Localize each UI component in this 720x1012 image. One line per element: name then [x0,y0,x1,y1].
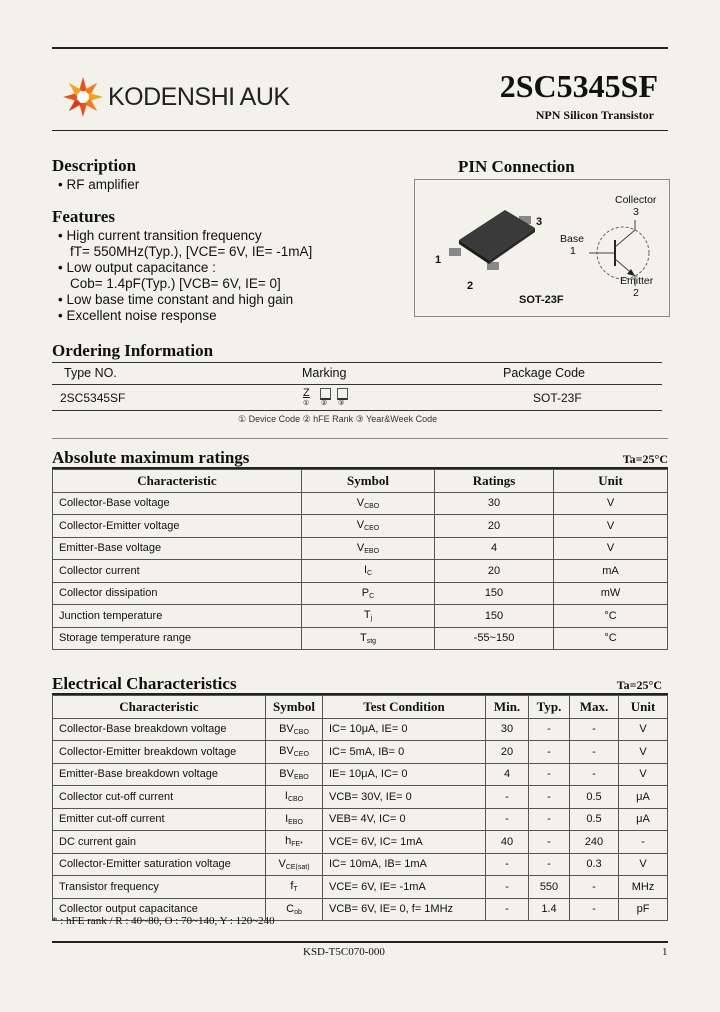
cell-characteristic: Collector-Emitter voltage [53,515,302,538]
cell-characteristic: Collector-Emitter saturation voltage [53,853,266,876]
part-number: 2SC5345SF [499,68,658,104]
feature-detail: fT= 550MHz(Typ.), [VCE= 6V, IE= -1mA] [70,244,313,259]
cell-min: - [486,808,529,831]
logo-text: KODENSHI AUK [108,83,290,111]
feature-text: High current transition frequency [66,228,262,243]
cell-characteristic: Collector cut-off current [53,786,266,809]
table-row [53,763,668,786]
symbol-main: V [278,857,286,870]
cell-min: - [486,786,529,809]
symbol-sub: FE* [291,841,303,849]
emitter-label: Emitter [620,275,654,287]
symbol-sub: ob [294,908,302,916]
cell-characteristic: Junction temperature [53,605,302,628]
symbol-main: T [363,609,371,622]
cell-characteristic: DC current gain [53,831,266,854]
abs-max-table [52,469,668,650]
cell-condition: VCE= 6V, IE= -1mA [323,876,486,899]
cell-rating: 4 [435,537,554,560]
ordering-note: ① Device Code ② hFE Rank ③ Year&Week Code [238,414,438,424]
cell-symbol [266,763,323,786]
cell-unit: °C [554,627,668,650]
electrical-ta: Ta=25°C [616,678,662,692]
cell-max: 0.5 [570,786,619,809]
table-row [53,808,668,831]
marking-char: Z [303,387,310,399]
table-row [53,515,668,538]
cell-symbol [266,808,323,831]
symbol-main: V [356,519,365,532]
symbol-main: BV [279,767,294,780]
cell-typ: - [529,718,570,741]
electrical-table [52,695,668,921]
cell-unit: pF [619,898,668,921]
cell-characteristic: Transistor frequency [53,876,266,899]
cell-symbol [302,582,435,605]
pin-connection-box [414,179,670,317]
cell-symbol [302,627,435,650]
cell-rating: -55~150 [435,627,554,650]
ordering-package-code: SOT-23F [533,391,582,405]
table-header-row [53,696,668,719]
header-min: Min. [486,696,529,719]
symbol-main: h [285,835,292,848]
cell-condition: IE= 10μA, IC= 0 [323,763,486,786]
footer-page-number: 1 [662,946,668,958]
symbol-main: T [359,631,367,644]
cell-condition: VEB= 4V, IC= 0 [323,808,486,831]
abs-max-title: Absolute maximum ratings [52,448,250,467]
symbol-sub: CBO [287,796,304,804]
cell-typ: - [529,808,570,831]
footer-rule [52,941,668,943]
cell-unit: mW [554,582,668,605]
feature-text: Excellent noise response [66,308,217,323]
cell-characteristic: Emitter cut-off current [53,808,266,831]
table-row [53,605,668,628]
cell-unit: μA [619,786,668,809]
package-label: SOT-23F [519,294,564,306]
ordering-title: Ordering Information [52,341,214,360]
symbol-main: I [363,564,367,577]
table-row [53,492,668,515]
base-num: 1 [570,245,576,257]
symbol-sub: EBO [288,818,303,826]
cell-max: 0.5 [570,808,619,831]
description-title: Description [52,156,137,175]
header-ratings: Ratings [435,470,554,493]
symbol-sub: stg [366,637,377,645]
header-test-condition: Test Condition [323,696,486,719]
cell-symbol [302,515,435,538]
description-item: • RF amplifier [58,177,140,192]
symbol-main: BV [279,722,294,735]
symbol-sub: CBO [293,728,309,736]
cell-rating: 150 [435,605,554,628]
table-row [53,582,668,605]
ordering-header-marking: Marking [302,366,347,380]
table-row [53,741,668,764]
symbol-main: V [356,496,365,509]
cell-typ: - [529,831,570,854]
cell-symbol [302,605,435,628]
cell-symbol [266,741,323,764]
table-row [53,831,668,854]
cell-unit: V [619,718,668,741]
table-row [53,718,668,741]
top-rule [52,47,668,49]
table-row [53,853,668,876]
cell-min: 30 [486,718,529,741]
feature-text: Low output capacitance : [66,260,216,275]
ordering-rule-mid [52,384,662,385]
cell-characteristic: Emitter-Base voltage [53,537,302,560]
feature-text: Low base time constant and high gain [66,292,294,307]
symbol-sub: EBO [364,547,380,555]
header-symbol: Symbol [266,696,323,719]
cell-typ: - [529,786,570,809]
header-rule [52,130,668,131]
cell-symbol [266,718,323,741]
cell-symbol [266,831,323,854]
emitter-num: 2 [633,287,639,299]
cell-unit: - [619,831,668,854]
cell-unit: V [554,537,668,560]
symbol-sub: CBO [364,502,380,510]
symbol-main: V [356,541,365,554]
hfe-footnote: * : hFE rank / R : 40~80, O : 70~140, Y : 120~240 [52,915,275,927]
pin3-label: 3 [536,216,543,228]
marking-num: ③ [338,400,345,407]
cell-symbol [302,560,435,583]
cell-min: 40 [486,831,529,854]
cell-condition: IC= 10mA, IB= 1mA [323,853,486,876]
cell-rating: 150 [435,582,554,605]
cell-typ: - [529,853,570,876]
pin1-label: 1 [435,254,442,266]
cell-max: 240 [570,831,619,854]
marking-display [302,386,362,412]
cell-characteristic: Collector-Emitter breakdown voltage [53,741,266,764]
feature-item: • Low output capacitance : [58,260,216,275]
table-header-row [53,470,668,493]
symbol-sub: CEO [293,751,309,759]
collector-label: Collector [615,194,657,206]
cell-rating: 20 [435,560,554,583]
ordering-type-no: 2SC5345SF [60,391,126,405]
header-symbol: Symbol [302,470,435,493]
header-characteristic: Characteristic [53,470,302,493]
cell-symbol [266,786,323,809]
cell-min: - [486,876,529,899]
feature-item: • Excellent noise response [58,308,217,323]
cell-unit: mA [554,560,668,583]
symbol-sub: C [369,592,375,600]
symbol-sub: EBO [293,773,309,781]
section-rule [52,438,668,439]
cell-condition: VCE= 6V, IC= 1mA [323,831,486,854]
marking-num: ① [303,400,310,407]
cell-typ: - [529,741,570,764]
cell-unit: °C [554,605,668,628]
base-label: Base [560,233,584,245]
ordering-header-type: Type NO. [64,366,117,380]
cell-min: - [486,898,529,921]
symbol-main: I [284,790,288,803]
kodenshi-logo-icon [62,76,104,118]
symbol-main: f [290,880,294,893]
cell-symbol [266,876,323,899]
cell-unit: V [554,492,668,515]
footer-doc-code: KSD-T5C070-000 [303,946,385,958]
symbol-sub: j [370,615,373,623]
collector-num: 3 [633,206,639,218]
subtitle: NPN Silicon Transistor [535,108,654,122]
cell-rating: 30 [435,492,554,515]
cell-characteristic: Collector dissipation [53,582,302,605]
cell-unit: V [619,763,668,786]
cell-condition: VCB= 30V, IE= 0 [323,786,486,809]
cell-characteristic: Collector current [53,560,302,583]
table-row [53,786,668,809]
cell-unit: MHz [619,876,668,899]
cell-symbol [266,853,323,876]
sot23f-package-icon [445,202,555,272]
table-row [53,537,668,560]
header-max: Max. [570,696,619,719]
header-unit: Unit [554,470,668,493]
cell-typ: - [529,763,570,786]
description-text: RF amplifier [66,177,140,192]
header-typ: Typ. [529,696,570,719]
cell-symbol [302,492,435,515]
symbol-main: P [361,586,370,599]
symbol-sub: CEO [364,525,380,533]
cell-characteristic: Collector-Base voltage [53,492,302,515]
cell-max: - [570,898,619,921]
table-row [53,560,668,583]
cell-condition: IC= 5mA, IB= 0 [323,741,486,764]
cell-unit: V [619,741,668,764]
table-row [53,876,668,899]
ordering-rule-bottom [52,410,662,411]
cell-max: 0.3 [570,853,619,876]
ordering-rule-top [52,362,662,363]
cell-max: - [570,876,619,899]
electrical-title: Electrical Characteristics [52,674,237,693]
symbol-sub: T [293,886,298,894]
cell-unit: μA [619,808,668,831]
cell-unit: V [619,853,668,876]
feature-detail: Cob= 1.4pF(Typ.) [VCB= 6V, IE= 0] [70,276,281,291]
marking-num: ② [321,400,328,407]
cell-typ: 550 [529,876,570,899]
table-row [53,627,668,650]
ordering-header-package: Package Code [503,366,586,380]
cell-max: - [570,763,619,786]
features-title: Features [52,207,115,226]
cell-characteristic: Storage temperature range [53,627,302,650]
cell-condition: IC= 10μA, IE= 0 [323,718,486,741]
pin2-label: 2 [467,280,474,292]
cell-min: 20 [486,741,529,764]
cell-condition: VCB= 6V, IE= 0, f= 1MHz [323,898,486,921]
symbol-main: C [286,902,295,915]
cell-characteristic: Collector output capacitance [53,898,266,921]
feature-item: • High current transition frequency [58,228,262,243]
cell-typ: 1.4 [529,898,570,921]
cell-unit: V [554,515,668,538]
cell-max: - [570,718,619,741]
symbol-sub: C [367,570,373,578]
cell-min: 4 [486,763,529,786]
cell-symbol [302,537,435,560]
cell-characteristic: Emitter-Base breakdown voltage [53,763,266,786]
symbol-main: BV [279,745,294,758]
cell-characteristic: Collector-Base breakdown voltage [53,718,266,741]
feature-item: • Low base time constant and high gain [58,292,294,307]
symbol-main: I [285,812,289,825]
header-unit: Unit [619,696,668,719]
cell-min: - [486,853,529,876]
cell-max: - [570,741,619,764]
pin-connection-title: PIN Connection [458,157,575,176]
symbol-sub: CE(sat) [285,863,310,871]
abs-max-ta: Ta=25°C [622,452,668,466]
cell-rating: 20 [435,515,554,538]
header-characteristic: Characteristic [53,696,266,719]
